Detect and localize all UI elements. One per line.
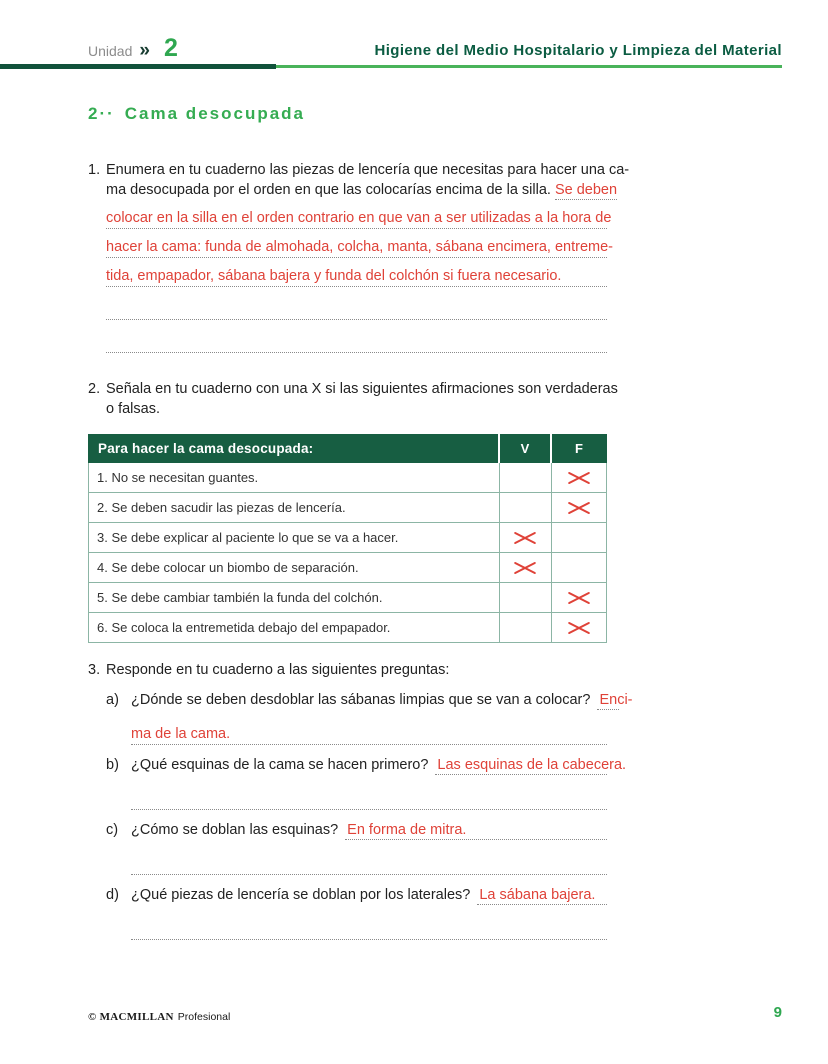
question-text-line: Señala en tu cuaderno con una X si las siguientes afirmaciones son verdaderas [106,381,618,397]
false-mark-cell [551,463,607,493]
sub-question-text: ¿Qué piezas de lencería se doblan por los laterales? [131,887,471,903]
question-1 [88,160,630,353]
question-number: 1. [88,162,101,178]
red-x-mark [512,559,538,576]
answer-text-inline: La sábana bajera. [477,887,607,905]
statement-cell: 1. No se necesitan guantes. [89,463,500,493]
sub-question-d [106,887,607,940]
statement-cell: 4. Se debe colocar un biombo de separación. [89,553,500,583]
false-mark-cell [551,553,607,583]
question-body [106,379,618,419]
sub-question-line [106,822,607,840]
sub-question-label: a) [106,692,119,708]
table-row [89,553,607,583]
false-column-header: F [551,435,607,463]
false-mark-cell [551,583,607,613]
unit-indicator [88,34,178,63]
sub-question-b [106,757,627,810]
table-row [89,583,607,613]
answer-text-inline: En forma de mitra. [345,822,607,840]
true-mark-cell [499,553,551,583]
answer-line-empty [131,919,607,940]
answer-line: tida, empapador, sábana bajera y funda del colchón si fuera necesario. [106,266,607,287]
question-text-line: Enumera en tu cuaderno las piezas de lencería que necesitas para hacer una ca- [106,162,630,178]
true-column-header: V [499,435,551,463]
question-text-line [106,180,618,200]
answer-line: hacer la cama: funda de almohada, colcha, manta, sábana encimera, entreme- [106,237,607,258]
sub-question-label: b) [106,757,119,773]
red-x-mark [512,529,538,546]
question-2 [88,379,618,419]
unit-number: 2 [163,34,178,62]
section-index: 2·· [88,104,115,123]
sub-question-text: ¿Cómo se doblan las esquinas? [131,822,339,838]
true-mark-cell [499,493,551,523]
answer-line-empty [106,332,607,353]
true-mark-cell [499,463,551,493]
table-title-cell: Para hacer la cama desocupada: [89,435,500,463]
false-mark-cell [551,523,607,553]
red-x-mark [566,499,592,516]
sub-question-label: d) [106,887,119,903]
question-number: 3. [88,662,101,678]
answer-text-inline: Se deben [554,182,618,198]
question-body [106,660,633,940]
statement-cell: 3. Se debe explicar al paciente lo que se va a hacer. [89,523,500,553]
sub-question-a [106,692,633,745]
question-number: 2. [88,381,101,397]
publisher-imprint: Profesional [177,1011,231,1023]
answer-text-inline: Enci- [599,692,633,708]
sub-question-label: c) [106,822,119,838]
chevrons-icon: » [139,40,149,61]
page-content [88,104,633,940]
answer-text-inline: Las esquinas de la cabecera. [437,757,627,773]
sub-question-text: ¿Qué esquinas de la cama se hacen primero? [131,757,429,773]
answer-line-empty [131,789,607,810]
table-row [89,493,607,523]
table-header [89,435,607,463]
false-mark-cell [551,493,607,523]
chapter-title: Higiene del Medio Hospitalario y Limpieza del Material [374,42,782,59]
footer-copyright [88,1011,230,1023]
true-mark-cell [499,523,551,553]
page-number: 9 [773,1004,782,1021]
sub-question-line [106,887,607,905]
table-row [89,523,607,553]
false-mark-cell [551,613,607,643]
section-heading [88,104,607,124]
sub-question-line [106,757,627,775]
answer-line: colocar en la silla en el orden contrario en que van a ser utilizadas a la hora de [106,208,607,229]
question-body [106,160,630,353]
sub-question-line [106,692,633,710]
true-false-table [88,434,607,643]
sub-question-text: ¿Dónde se deben desdoblar las sábanas limpias que se van a colocar? [131,692,591,708]
header-rule-dark [0,64,276,69]
statement-cell: 6. Se coloca la entremetida debajo del empapador. [89,613,500,643]
section-title: Cama desocupada [124,104,306,123]
question-text-line: Responde en tu cuaderno a las siguientes preguntas: [106,662,450,678]
true-mark-cell [499,613,551,643]
vf-table-body [89,463,607,643]
red-x-mark [566,469,592,486]
answer-line-empty [106,299,607,320]
publisher-name: © MACMILLAN [88,1011,174,1023]
question-3 [88,660,633,940]
statement-cell: 2. Se deben sacudir las piezas de lencería. [89,493,500,523]
statement-cell: 5. Se debe cambiar también la funda del colchón. [89,583,500,613]
question-text-line: o falsas. [106,401,160,417]
header-rule-light [276,65,782,68]
table-row [89,463,607,493]
answer-line: ma de la cama. [131,724,607,745]
sub-question-c [106,822,607,875]
red-x-mark [566,619,592,636]
red-x-mark [566,589,592,606]
true-mark-cell [499,583,551,613]
page-header [0,0,828,70]
answer-line-empty [131,854,607,875]
question-text-fragment: ma desocupada por el orden en que las colocarías encima de la silla. [106,182,551,198]
table-row [89,613,607,643]
unit-label: Unidad [88,43,133,59]
